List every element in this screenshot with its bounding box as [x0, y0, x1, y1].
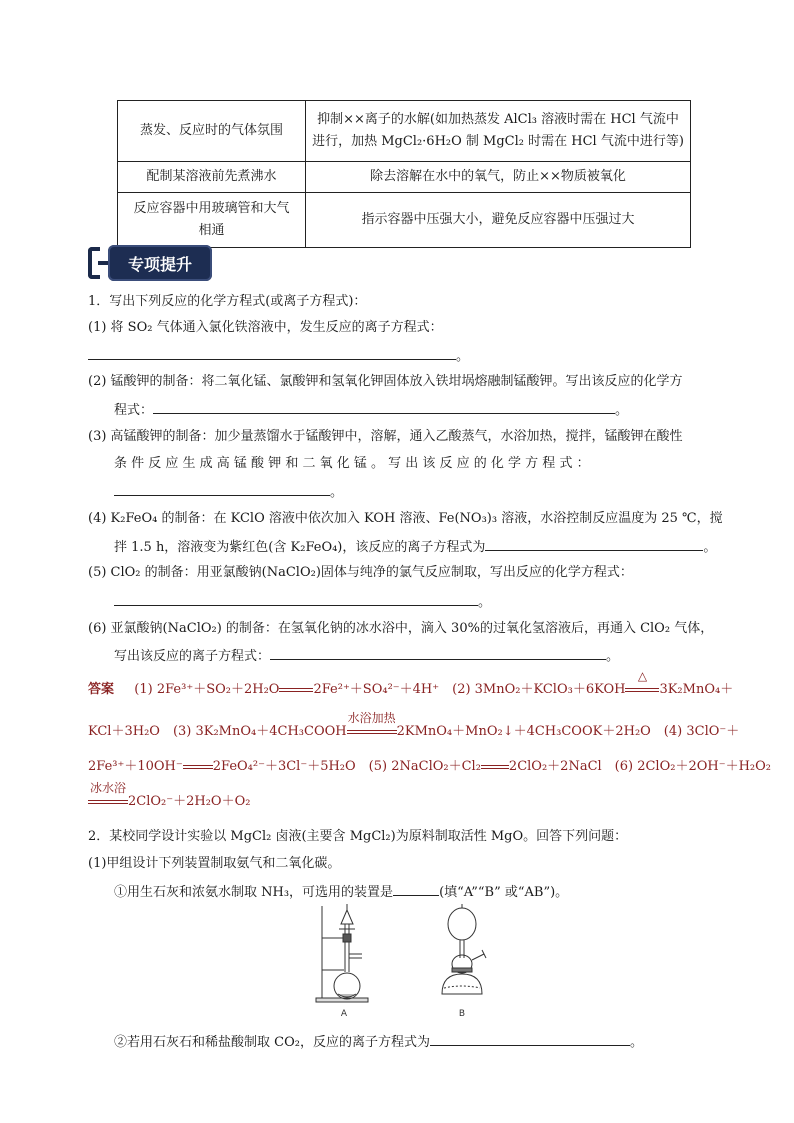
- period: 。: [456, 349, 470, 364]
- section-title: 专项提升: [127, 255, 192, 274]
- q1-part2-b: [114, 400, 628, 420]
- table-cell: [118, 193, 306, 248]
- table-cell: 配制某溶液前先煮沸水: [118, 162, 306, 193]
- answer-text: 2Fe²⁺＋SO₄²⁻＋4H⁺ (2) 3MnO₂＋KClO₃＋6KOH: [313, 682, 626, 697]
- heat-symbol: △: [637, 669, 648, 683]
- equals-sign: [279, 681, 313, 699]
- answer-blank[interactable]: [114, 592, 478, 606]
- apparatus-figure: [314, 902, 514, 1024]
- q1-part2-a: (2) 锰酸钾的制备：将二氧化锰、氯酸钾和氢氧化钾固体放入铁坩埚熔融制锰酸钾。写出该反应的化学方: [88, 374, 683, 389]
- answer-line-2: [88, 711, 740, 741]
- equals-sign: [481, 758, 509, 776]
- q1-part6-a: (6) 亚氯酸钠(NaClO₂) 的制备：在氢氧化钠的冰水浴中，滴入 30%的过氧化氢溶液后，再通入 ClO₂ 气体，: [88, 621, 714, 636]
- text: ②若用石灰石和稀盐酸制取 CO₂，反应的离子方程式为: [114, 1035, 430, 1050]
- answer-line-3: [88, 758, 771, 776]
- text: ①用生石灰和浓氨水制取 NH₃，可选用的装置是: [114, 885, 394, 900]
- period: 。: [629, 1035, 643, 1050]
- table-row: [118, 193, 691, 248]
- q2-sub2: [114, 1032, 643, 1052]
- table-row: [118, 162, 691, 193]
- answer-blank[interactable]: [393, 882, 439, 896]
- answer-text: 2ClO₂⁻＋2H₂O＋O₂: [128, 794, 251, 809]
- label-a: A: [340, 1009, 348, 1019]
- label-b: B: [458, 1009, 466, 1019]
- period: 。: [703, 540, 717, 555]
- answer-label: 答案: [88, 682, 115, 697]
- water-bath-condition: [347, 711, 397, 741]
- q1-part5-answer-line: [114, 592, 491, 612]
- table-cell-line: 抑制××离子的水解(如加热蒸发 AlCl₃ 溶液时需在 HCl 气流中: [317, 112, 679, 127]
- q1-part3-b: 条 件 反 应 生 成 高 锰 酸 钾 和 二 氧 化 锰 。 写 出 该 反 应 的 化 学 方 程 式 ：: [114, 456, 590, 471]
- q1-part4-b: [114, 537, 716, 557]
- text: (填“A”“B” 或“AB”)。: [439, 885, 569, 900]
- equals-sign: [183, 758, 213, 776]
- q2-part1: (1)甲组设计下列装置制取氨气和二氧化碳。: [88, 856, 341, 871]
- table-cell-line: 相通: [198, 223, 225, 238]
- table-cell: [306, 101, 691, 162]
- apparatus-a-icon: [316, 904, 368, 1002]
- answer-line-1: [88, 669, 734, 699]
- table-cell: 蒸发、反应时的气体氛围: [118, 101, 306, 162]
- answer-text: 2KMnO₄＋MnO₂↓＋4CH₃COOK＋2H₂O (4) 3ClO⁻＋: [396, 724, 740, 739]
- answer-text: (1) 2Fe³⁺＋SO₂＋2H₂O: [134, 682, 280, 697]
- q1-part6-b: [114, 646, 619, 666]
- answer-blank[interactable]: [430, 1032, 630, 1046]
- section-header: [88, 245, 214, 283]
- text: 写出该反应的离子方程式：: [114, 649, 271, 664]
- answer-text: 3K₂MnO₄＋: [659, 682, 734, 697]
- q1-part3-answer-line: [114, 482, 343, 502]
- q1-part3-a: (3) 高锰酸钾的制备：加少量蒸馏水于锰酸钾中，溶解，通入乙酸蒸气，水浴加热，搅拌，锰酸钾在酸性: [88, 429, 683, 444]
- text: 拌 1.5 h，溶液变为紫红色(含 K₂FeO₄)，该反应的离子方程式为: [114, 540, 486, 555]
- q2-sub1: [114, 882, 568, 902]
- answer-blank[interactable]: [485, 537, 703, 551]
- answer-blank[interactable]: [114, 482, 330, 496]
- table-cell-line: 进行，加热 MgCl₂·6H₂O 制 MgCl₂ 时需在 HCl 气流中进行等): [312, 134, 684, 149]
- q1-part1: (1) 将 SO₂ 气体通入氯化铁溶液中，发生反应的离子方程式：: [88, 320, 443, 335]
- answer-text: KCl＋3H₂O (3) 3K₂MnO₄＋4CH₃COOH: [88, 724, 347, 739]
- answer-text: 2Fe³⁺＋10OH⁻: [88, 759, 183, 774]
- q1-part1-answer-line: [88, 346, 469, 366]
- q1-part5: (5) ClO₂ 的制备：用亚氯酸钠(NaClO₂)固体与纯净的氯气反应制取，写出反应的化学方程式：: [88, 565, 633, 580]
- answer-blank[interactable]: [270, 646, 606, 660]
- table-cell-line: 反应容器中用玻璃管和大气: [133, 201, 290, 216]
- answer-text: 2ClO₂＋2NaCl (6) 2ClO₂＋2OH⁻＋H₂O₂: [508, 759, 772, 774]
- heat-condition: [625, 669, 659, 699]
- answer-blank[interactable]: [153, 400, 615, 414]
- period: 。: [478, 595, 492, 610]
- apparatus-b-icon: [442, 904, 486, 994]
- answer-blank[interactable]: [88, 346, 456, 360]
- table-cell: 除去溶解在水中的氧气，防止××物质被氧化: [306, 162, 691, 193]
- table-row: [118, 101, 691, 162]
- q2-intro: 2．某校同学设计实验以 MgCl₂ 卤液(主要含 MgCl₂)为原料制取活性 MgO。回答下列问题：: [88, 829, 628, 844]
- period: 。: [615, 403, 629, 418]
- info-table: [117, 100, 691, 248]
- q1-part4-a: (4) K₂FeO₄ 的制备：在 KClO 溶液中依次加入 KOH 溶液、Fe(NO₃)₃ 溶液，水浴控制反应温度为 25 ℃，搅: [88, 511, 723, 526]
- section-badge: [108, 245, 212, 281]
- text: 程式：: [114, 403, 154, 418]
- answer-line-4: [88, 781, 251, 811]
- condition-text: 水浴加热: [347, 711, 396, 725]
- condition-text: 冰水浴: [89, 781, 126, 795]
- q1-intro: 1．写出下列反应的化学方程式(或离子方程式)：: [88, 294, 367, 309]
- period: 。: [606, 649, 620, 664]
- answer-text: 2FeO₄²⁻＋3Cl⁻＋5H₂O (5) 2NaClO₂＋Cl₂: [212, 759, 481, 774]
- ice-bath-condition: [88, 781, 128, 811]
- table-cell: 指示容器中压强大小，避免反应容器中压强过大: [306, 193, 691, 248]
- period: 。: [330, 485, 344, 500]
